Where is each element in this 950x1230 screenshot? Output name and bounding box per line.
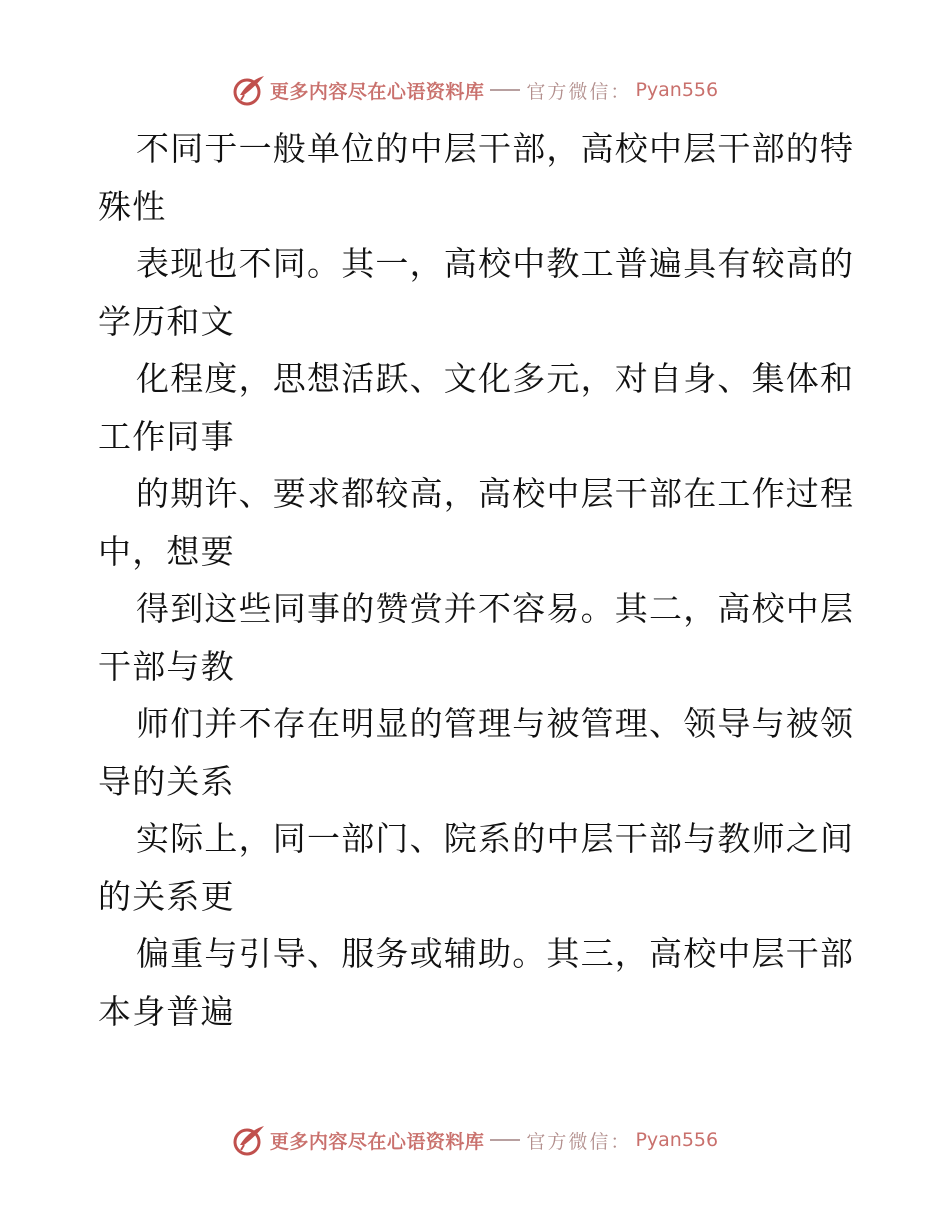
body-line: 不同于一般单位的中层干部，高校中层干部的特 [136, 129, 855, 168]
header-banner-content [232, 73, 718, 107]
body-line: 中，想要 [98, 531, 235, 571]
body-line: 偏重与引导、服务或辅助。其三，高校中层干部 [136, 934, 855, 973]
body-line: 得到这些同事的赞赏并不容易。其二，高校中层 [136, 589, 855, 628]
body-line: 实际上，同一部门、院系的中层干部与教师之间 [136, 819, 855, 858]
header-wechat-label: 官方微信： [526, 80, 632, 103]
header-dash [490, 89, 520, 91]
footer-dash [490, 1139, 520, 1141]
body-line: 殊性 [98, 186, 167, 226]
header-site-text: 更多内容尽在心语资料库 [269, 80, 485, 103]
body-line: 的关系更 [98, 876, 235, 916]
body-line: 表现也不同。其一，高校中教工普遍具有较高的 [136, 244, 855, 283]
body-line: 工作同事 [98, 416, 235, 456]
body-line: 的期许、要求都较高，高校中层干部在工作过程 [136, 474, 855, 513]
document-body [98, 120, 858, 1040]
body-line: 师们并不存在明显的管理与被管理、领导与被领 [136, 704, 855, 743]
header-wechat-id: Pyan556 [635, 79, 719, 101]
body-line: 本身普遍 [98, 991, 235, 1031]
footer-wechat-label: 官方微信： [526, 1130, 632, 1153]
body-line: 化程度，思想活跃、文化多元，对自身、集体和 [136, 359, 855, 398]
footer-banner-content [232, 1123, 718, 1157]
footer-banner [0, 1120, 950, 1160]
header-banner [0, 70, 950, 110]
body-line: 学历和文 [98, 301, 235, 341]
body-line: 导的关系 [98, 761, 235, 801]
body-line: 干部与教 [98, 646, 235, 686]
footer-wechat-id: Pyan556 [635, 1129, 719, 1151]
footer-site-text: 更多内容尽在心语资料库 [269, 1130, 485, 1153]
quill-logo-icon [232, 1123, 266, 1157]
quill-logo-icon [232, 73, 266, 107]
